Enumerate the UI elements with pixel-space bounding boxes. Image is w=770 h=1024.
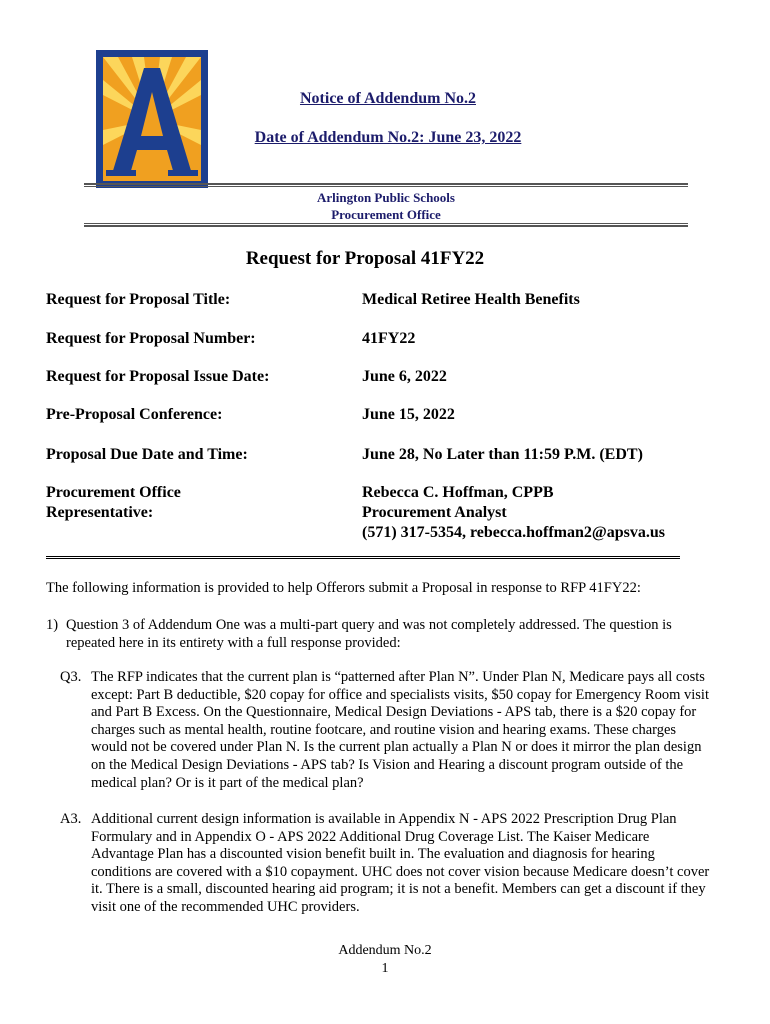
list-item [46, 616, 706, 652]
field-value: June 6, 2022 [362, 368, 447, 385]
top-rule [84, 183, 688, 187]
intro-paragraph: The following information is provided to help Offerors submit a Proposal in response to RFP 41FY22: [46, 580, 641, 596]
representative-label [46, 483, 346, 523]
office-text [84, 189, 688, 223]
separator-line [46, 556, 680, 559]
field-label: Proposal Due Date and Time: [46, 446, 248, 463]
field-value: Medical Retiree Health Benefits [362, 291, 580, 308]
page-number: 1 [381, 961, 389, 976]
field-value: June 28, No Later than 11:59 P.M. (EDT) [362, 446, 643, 463]
notice-header [200, 88, 576, 149]
question-block [60, 669, 710, 792]
question-text: The RFP indicates that the current plan is “patterned after Plan N”. Under Plan N, Medicare pays all costs except: Part B deductible, $20 copay for office and specialists visits, $50 copay for Emergency Room visit and Part B Excess. On the Questionnaire, Medical Design Deviations - APS tab, there is a $20 copay for charges such as mental health, routine footcare, and routine vision and hearing exams. These charges would not be covered under Plan N. Is the current plan actually a Plan N or does it mirror the plan design on the Medical Design Deviations - APS tab? Is Vision and Hearing a discount program outside of the medical plan? Or is it part of the medical plan? [91, 669, 709, 791]
page-footer [0, 942, 770, 978]
rfp-heading: Request for Proposal 41FY22 [245, 248, 485, 269]
bottom-rule [84, 223, 688, 227]
addendum-date: Date of Addendum No.2: June 23, 2022 [254, 129, 522, 146]
representative-label-line: Representative: [46, 504, 154, 521]
question-label: Q3. [60, 669, 82, 685]
item-text: Question 3 of Addendum One was a multi-part query and was not completely addressed. The question is repeated here in its entirety with a full response provided: [66, 617, 672, 651]
field-label: Request for Proposal Title: [46, 291, 231, 308]
field-label: Request for Proposal Number: [46, 330, 256, 347]
representative-value [362, 483, 722, 543]
answer-text: Additional current design information is available in Appendix N - APS 2022 Prescription Drug Plan Formulary and in Appendix O - APS 2022 Additional Drug Coverage List. The Kaiser Medicare Advantage Plan has a discounted vision benefit built in. The evaluation and diagnosis for hearing conditions are covered with a $10 copayment. UHC does not cover vision because Medicare doesn’t cover it. There is a small, discounted hearing aid program; it is not a benefit. Members can get a discount if they visit one of the recommended UHC providers. [91, 811, 710, 915]
footer-label: Addendum No.2 [338, 943, 432, 958]
answer-label: A3. [60, 811, 82, 827]
aps-logo [96, 50, 208, 188]
field-value: June 15, 2022 [362, 406, 455, 423]
organization-name: Arlington Public Schools [317, 190, 455, 205]
field-label: Request for Proposal Issue Date: [46, 368, 270, 385]
answer-block [60, 811, 710, 917]
item-number: 1) [46, 617, 59, 633]
office-box [84, 183, 688, 227]
office-name: Procurement Office [331, 207, 441, 222]
field-label: Pre-Proposal Conference: [46, 406, 223, 423]
notice-title: Notice of Addendum No.2 [299, 90, 476, 107]
representative-title: Procurement Analyst [362, 504, 507, 521]
representative-name: Rebecca C. Hoffman, CPPB [362, 484, 554, 501]
field-value: 41FY22 [362, 330, 416, 347]
representative-label-line: Procurement Office [46, 484, 181, 501]
representative-contact[interactable]: (571) 317-5354, rebecca.hoffman2@apsva.us [362, 524, 666, 541]
